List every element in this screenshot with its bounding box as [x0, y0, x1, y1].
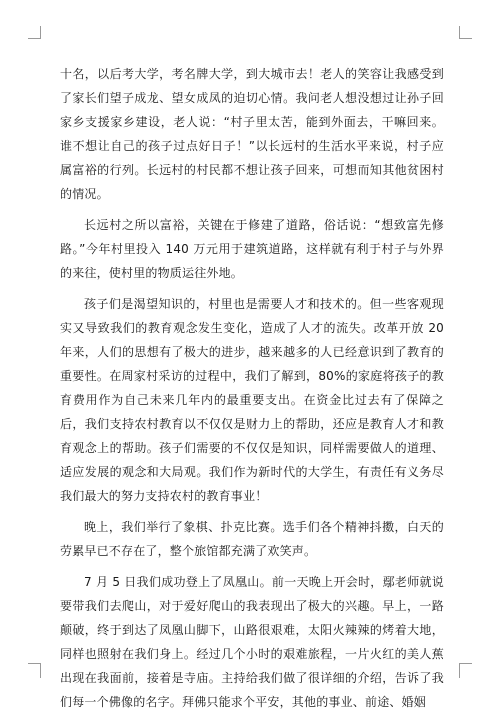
crop-mark-top-right: [459, 26, 472, 39]
crop-mark-top-left: [28, 26, 41, 39]
paragraph-education: 孩子们是渴望知识的，村里也是需要人才和技术的。但一些客观现实又导致我们的教育观念发生变化，造成了人才的流失。改革开放 20 年来，人们的思想有了极大的进步，越来越多的人已经意识到了教育的重要性。在周家村采访的过程中，我们了解到，80%的家庭将孩子的教育费用作为自己未来几年内的最重要支出。在资金比过去有了保障之后，我们支持农村教育以不仅仅是财力上的帮助，还应是教育人才和教育观念上的帮助。孩子们需要的不仅仅是知识，同样需要做人的道理、适应发展的观念和大局观。我们作为新时代的大学生，有责任有义务尽我们最大的努力支持农村的教育事业！: [60, 297, 444, 503]
document-body: [60, 62, 444, 721]
crop-mark-bottom-right: [459, 663, 472, 678]
paragraph-phoenix-mountain: 7 月 5 日我们成功登上了凤凰山。前一天晚上开会时，鄢老师就说要带我们去爬山，对于爱好爬山的我表现出了极大的兴趣。早上，一路颠破，终于到达了凤凰山脚下，山路很艰难，太阳火辣辣的烤着大地，同样也照射在我们身上。经过几个小时的艰难旅程，一片火红的美人蕉出现在我面前，接着是寺庙。主持给我们做了很详细的介绍，告诉了我们每一个佛像的名字。拜佛只能求个平安，其他的事业、前途、婚姻: [60, 575, 444, 709]
paragraph-evening: 晚上，我们举行了象棋、扑克比赛。选手们各个精神抖擞，白天的劳累早已不存在了，整个旅馆都充满了欢笑声。: [60, 520, 444, 558]
paragraph-road: 长远村之所以富裕，关键在于修建了道路，俗话说：“想致富先修路。”今年村里投入 140 万元用于建筑道路，这样就有利于村子与外界的来往，使村里的物质运往外地。: [60, 218, 444, 280]
crop-mark-bottom-left: [28, 663, 41, 678]
paragraph-continued: 十名，以后考大学，考名牌大学，到大城市去！老人的笑容让我感受到了家长们望子成龙、望女成凤的迫切心情。我问老人想没想过让孙子回家乡支援家乡建设，老人说：“村子里太苦，能到外面去，干嘛回来。谁不想让自己的孩子过点好日子！”以长远村的生活水平来说，村子应属富裕的行列。长远村的村民都不想让孩子回来，可想而知其他贫困村的情况。: [60, 67, 444, 201]
